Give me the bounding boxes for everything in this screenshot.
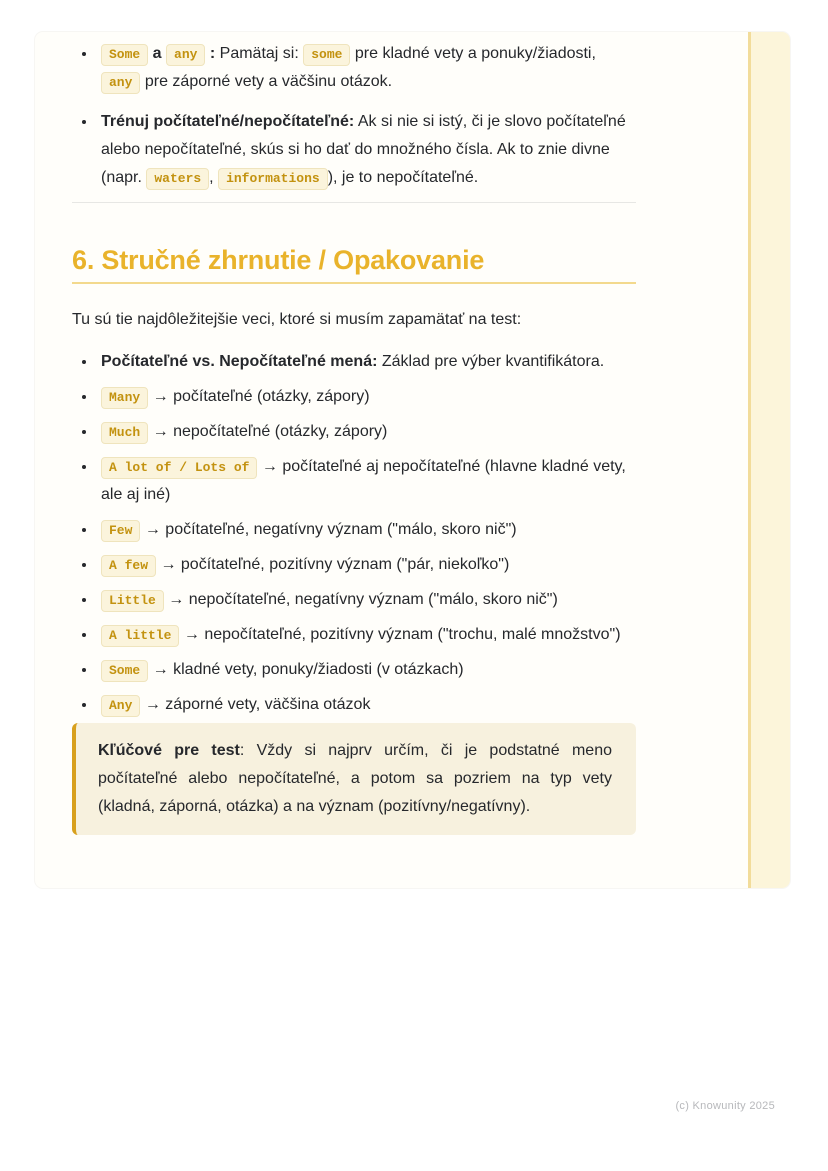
code-badge: Few xyxy=(101,520,140,542)
list-item xyxy=(97,383,636,411)
list-item-text xyxy=(101,458,626,503)
code-badge: waters xyxy=(146,168,209,190)
text-run: → záporné vety, väčšina otázok xyxy=(140,696,371,713)
list-item-text xyxy=(101,556,509,573)
list-item-text xyxy=(101,113,626,186)
note-page xyxy=(35,32,790,888)
code-badge: Much xyxy=(101,422,148,444)
text-run: → nepočítateľné, pozitívny význam ("trochu, malé množstvo") xyxy=(179,626,621,643)
code-badge: any xyxy=(166,44,205,66)
text-run: : Vždy si najprv určím, či je podstatné meno počítateľné alebo nepočítateľné, a potom sa pozriem na typ vety (kladná, záporná, otázka) a na význam (pozitívny/negatívny). xyxy=(98,742,613,815)
list-item xyxy=(97,656,636,684)
text-run: Ak si nie si istý, či je slovo počítateľné alebo nepočítateľné, skús si ho dať do množného čísla. Ak to znie divne (napr. xyxy=(101,113,626,186)
code-badge: Many xyxy=(101,387,148,409)
list-item-text xyxy=(101,521,517,538)
text-run: Pamätaj si: xyxy=(215,45,304,62)
list-item-text xyxy=(101,388,370,405)
code-badge: Little xyxy=(101,590,164,612)
code-badge: A lot of / Lots of xyxy=(101,457,257,479)
intro-paragraph: Tu sú tie najdôležitejšie veci, ktoré si musím zapamätať na test: xyxy=(72,311,522,328)
list-item-text xyxy=(101,591,558,608)
text-run: → nepočítateľné (otázky, zápory) xyxy=(148,423,388,440)
list-item xyxy=(97,453,636,509)
list-item xyxy=(97,586,636,614)
list-item-text xyxy=(101,45,596,90)
list-item-text xyxy=(101,626,621,643)
text-run: pre záporné vety a väčšinu otázok. xyxy=(140,73,393,90)
bold-text: a xyxy=(148,45,167,62)
list-item-text xyxy=(101,423,387,440)
list-item xyxy=(97,418,636,446)
list-item xyxy=(97,691,636,719)
section-heading: 6. Stručné zhrnutie / Opakovanie xyxy=(72,245,485,275)
bold-text: Trénuj počítateľné/nepočítateľné: xyxy=(101,113,355,130)
copyright-footer: (c) Knowunity 2025 xyxy=(675,1100,775,1112)
callout-text xyxy=(98,737,612,821)
text-run: pre kladné vety a ponuky/žiadosti, xyxy=(350,45,596,62)
code-badge: Some xyxy=(101,660,148,682)
code-badge: Any xyxy=(101,695,140,717)
code-badge: Some xyxy=(101,44,148,66)
callout-box xyxy=(72,723,636,835)
text-run: ), je to nepočítateľné. xyxy=(327,169,479,186)
list-item xyxy=(97,621,636,649)
text-run: → kladné vety, ponuky/žiadosti (v otázkach) xyxy=(148,661,464,678)
list-item xyxy=(97,551,636,579)
list-item xyxy=(97,108,636,192)
note-content xyxy=(72,32,636,835)
list-item xyxy=(97,516,636,544)
bold-text: Kľúčové pre test xyxy=(98,742,240,759)
list-item-text xyxy=(101,353,604,370)
list-item-text xyxy=(101,696,370,713)
text-run: → počítateľné aj nepočítateľné (hlavne kladné vety, ale aj iné) xyxy=(101,458,626,503)
page-edge-band xyxy=(748,32,790,888)
heading-underline xyxy=(72,282,636,284)
text-run: Základ pre výber kvantifikátora. xyxy=(377,353,605,370)
code-badge: some xyxy=(303,44,350,66)
list-item xyxy=(97,40,636,96)
code-badge: informations xyxy=(218,168,328,190)
text-run: → počítateľné, negatívny význam ("málo, skoro nič") xyxy=(140,521,517,538)
text-run: → počítateľné (otázky, zápory) xyxy=(148,388,370,405)
code-badge: A little xyxy=(101,625,179,647)
summary-list xyxy=(72,348,636,719)
text-run: , xyxy=(209,169,219,186)
code-badge: A few xyxy=(101,555,156,577)
bold-text: Počítateľné vs. Nepočítateľné mená: xyxy=(101,353,378,370)
text-run: → nepočítateľné, negatívny význam ("málo, skoro nič") xyxy=(163,591,558,608)
section-divider xyxy=(72,202,636,203)
bold-text: : xyxy=(205,45,216,62)
list-item xyxy=(97,348,636,376)
list-item-text xyxy=(101,661,464,678)
code-badge: any xyxy=(101,72,140,94)
notes-list xyxy=(72,40,636,192)
text-run: → počítateľné, pozitívny význam ("pár, niekoľko") xyxy=(156,556,510,573)
